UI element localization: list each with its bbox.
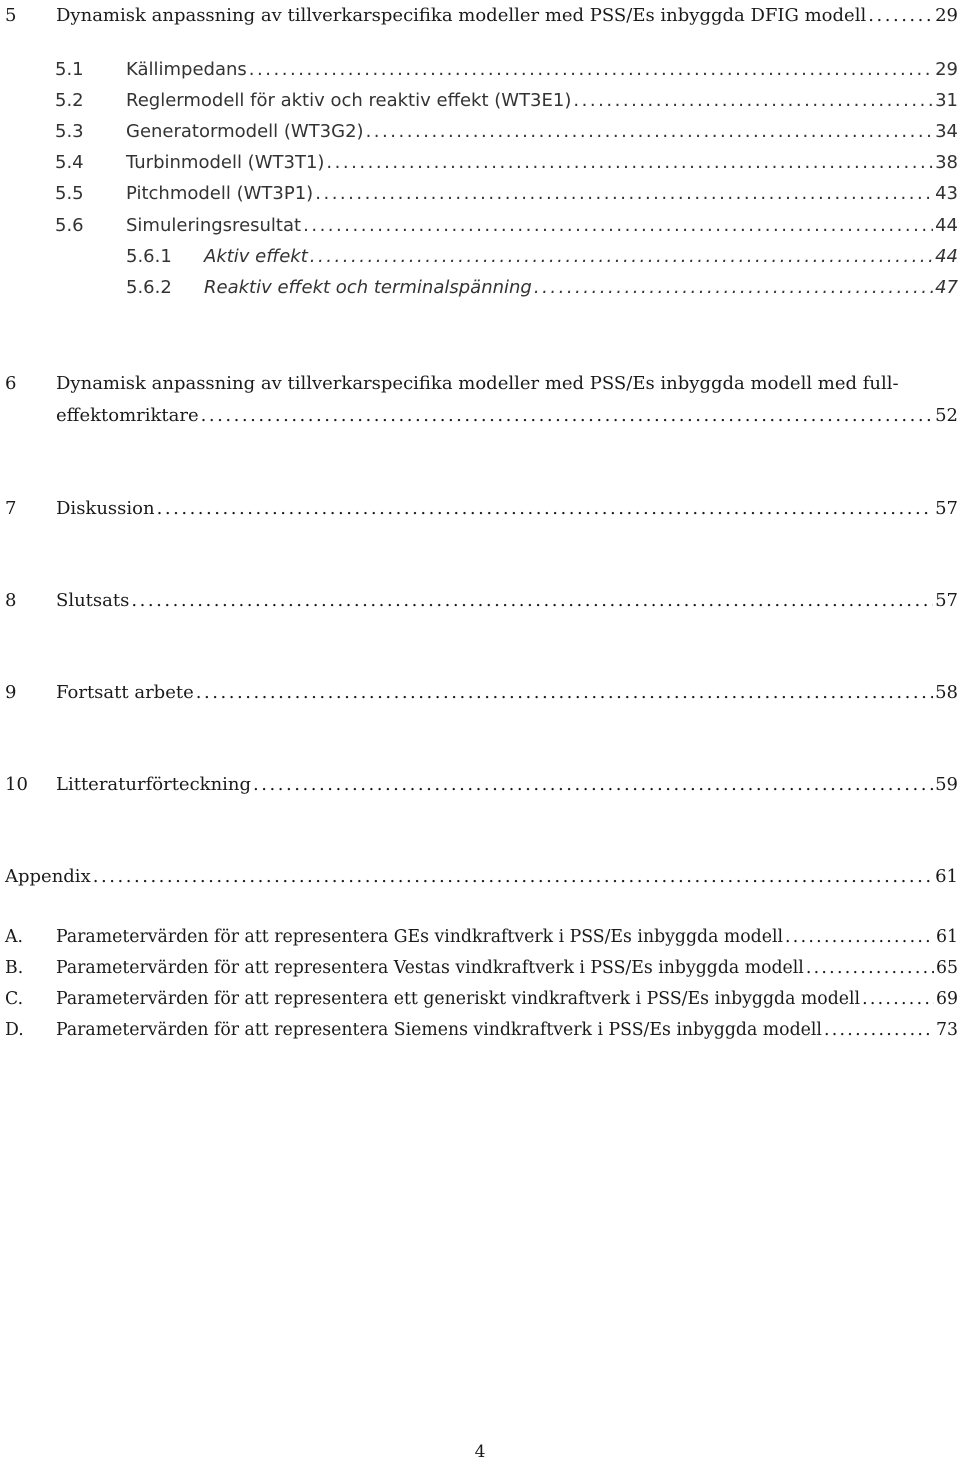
dot-leader [806, 954, 934, 982]
dot-leader [534, 274, 933, 302]
toc-page: 69 [936, 989, 958, 1009]
toc-number: 7 [5, 498, 17, 519]
toc-page: 57 [935, 498, 958, 519]
dot-leader [157, 495, 934, 523]
toc-number: 5.6.1 [126, 246, 172, 267]
toc-entry-8[interactable] [5, 587, 958, 615]
toc-title: Fortsatt arbete [56, 682, 194, 703]
toc-entry-9[interactable] [5, 679, 958, 707]
dot-leader [310, 243, 933, 271]
toc-page: 73 [936, 1020, 958, 1040]
toc-title-continuation: effektomriktare [56, 405, 199, 426]
toc-title: Parametervärden för att representera Siemens vindkraftverk i PSS/Es inbyggda modell [56, 1020, 822, 1040]
toc-page: 38 [935, 152, 958, 173]
toc-title: Parametervärden för att representera Vestas vindkraftverk i PSS/Es inbyggda modell [56, 958, 804, 978]
toc-number: 5.1 [55, 59, 84, 80]
toc-title: Appendix [5, 866, 91, 887]
toc-number: B. [5, 958, 24, 978]
toc-page: 65 [936, 958, 958, 978]
toc-number: 5.2 [55, 90, 84, 111]
dot-leader [868, 2, 933, 30]
toc-entry-6-line1[interactable] [5, 370, 899, 398]
toc-number: A. [5, 927, 23, 947]
toc-page: 34 [935, 121, 958, 142]
toc-number: 10 [5, 774, 28, 795]
dot-leader [366, 118, 934, 146]
toc-page: 29 [935, 5, 958, 26]
toc-title: Dynamisk anpassning av tillverkarspecifika modeller med PSS/Es inbyggda DFIG modell [56, 5, 867, 26]
toc-entry-appendix-d[interactable] [5, 1016, 958, 1044]
page-number: 4 [474, 1442, 486, 1462]
toc-entry-7[interactable] [5, 495, 958, 523]
toc-entry-5-6-2[interactable] [126, 274, 958, 302]
dot-leader [862, 985, 934, 1013]
toc-page: 31 [935, 90, 958, 111]
toc-page: 59 [935, 774, 958, 795]
toc-title: Parametervärden för att representera GEs vindkraftverk i PSS/Es inbyggda modell [56, 927, 784, 947]
toc-title: Litteraturförteckning [56, 774, 252, 795]
dot-leader [249, 56, 933, 84]
toc-number: 5.6.2 [126, 277, 172, 298]
toc-entry-5-1[interactable] [55, 56, 958, 84]
toc-entry-appendix-b[interactable] [5, 954, 958, 982]
toc-number: 9 [5, 682, 17, 703]
dot-leader [326, 149, 933, 177]
dot-leader [315, 180, 933, 208]
toc-number: 8 [5, 590, 17, 611]
dot-leader [573, 87, 933, 115]
toc-page: 43 [935, 183, 958, 204]
dot-leader [303, 212, 933, 240]
toc-page: 61 [936, 927, 958, 947]
toc-entry-5[interactable] [5, 2, 958, 30]
toc-page: 47 [935, 277, 958, 298]
toc-entry-appendix[interactable] [5, 863, 958, 891]
toc-title: Simuleringsresultat [126, 215, 302, 236]
toc-entry-5-5[interactable] [55, 180, 958, 208]
toc-number: C. [5, 989, 24, 1009]
toc-number: 5.3 [55, 121, 84, 142]
toc-title: Diskussion [56, 498, 155, 519]
toc-number: 6 [5, 373, 17, 394]
toc-title: Dynamisk anpassning av tillverkarspecifika modeller med PSS/Es inbyggda modell med full- [56, 373, 899, 394]
toc-entry-5-3[interactable] [55, 118, 958, 146]
dot-leader [196, 679, 933, 707]
toc-entry-appendix-c[interactable] [5, 985, 958, 1013]
toc-number: D. [5, 1020, 24, 1040]
toc-entry-5-6[interactable] [55, 212, 958, 240]
toc-title: Reglermodell för aktiv och reaktiv effekt (WT3E1) [126, 90, 572, 111]
toc-title: Generatormodell (WT3G2) [126, 121, 364, 142]
toc-title: Källimpedans [126, 59, 247, 80]
toc-number: 5.5 [55, 183, 84, 204]
toc-page: 29 [935, 59, 958, 80]
dot-leader [93, 863, 933, 891]
dot-leader [131, 587, 933, 615]
toc-title: Turbinmodell (WT3T1) [126, 152, 325, 173]
toc-number: 5.4 [55, 152, 84, 173]
toc-number: 5.6 [55, 215, 84, 236]
toc-title: Reaktiv effekt och terminalspänning [204, 277, 532, 298]
toc-entry-5-6-1[interactable] [126, 243, 958, 271]
toc-page: 44 [935, 215, 958, 236]
toc-number: 5 [5, 5, 17, 26]
dot-leader [785, 923, 934, 951]
toc-title: Pitchmodell (WT3P1) [126, 183, 314, 204]
toc-page: 57 [935, 590, 958, 611]
dot-leader [253, 771, 933, 799]
toc-page: 61 [935, 866, 958, 887]
toc-page: 58 [935, 682, 958, 703]
toc-title: Slutsats [56, 590, 130, 611]
toc-entry-6[interactable] [56, 402, 958, 430]
toc-entry-5-2[interactable] [55, 87, 958, 115]
toc-page: 44 [935, 246, 958, 267]
dot-leader [824, 1016, 934, 1044]
toc-title: Parametervärden för att representera ett generiskt vindkraftverk i PSS/Es inbyggda modell [56, 989, 861, 1009]
toc-title: Aktiv effekt [204, 246, 308, 267]
toc-entry-5-4[interactable] [55, 149, 958, 177]
toc-page: 52 [935, 405, 958, 426]
toc-entry-10[interactable] [5, 771, 958, 799]
dot-leader [201, 402, 933, 430]
toc-entry-appendix-a[interactable] [5, 923, 958, 951]
